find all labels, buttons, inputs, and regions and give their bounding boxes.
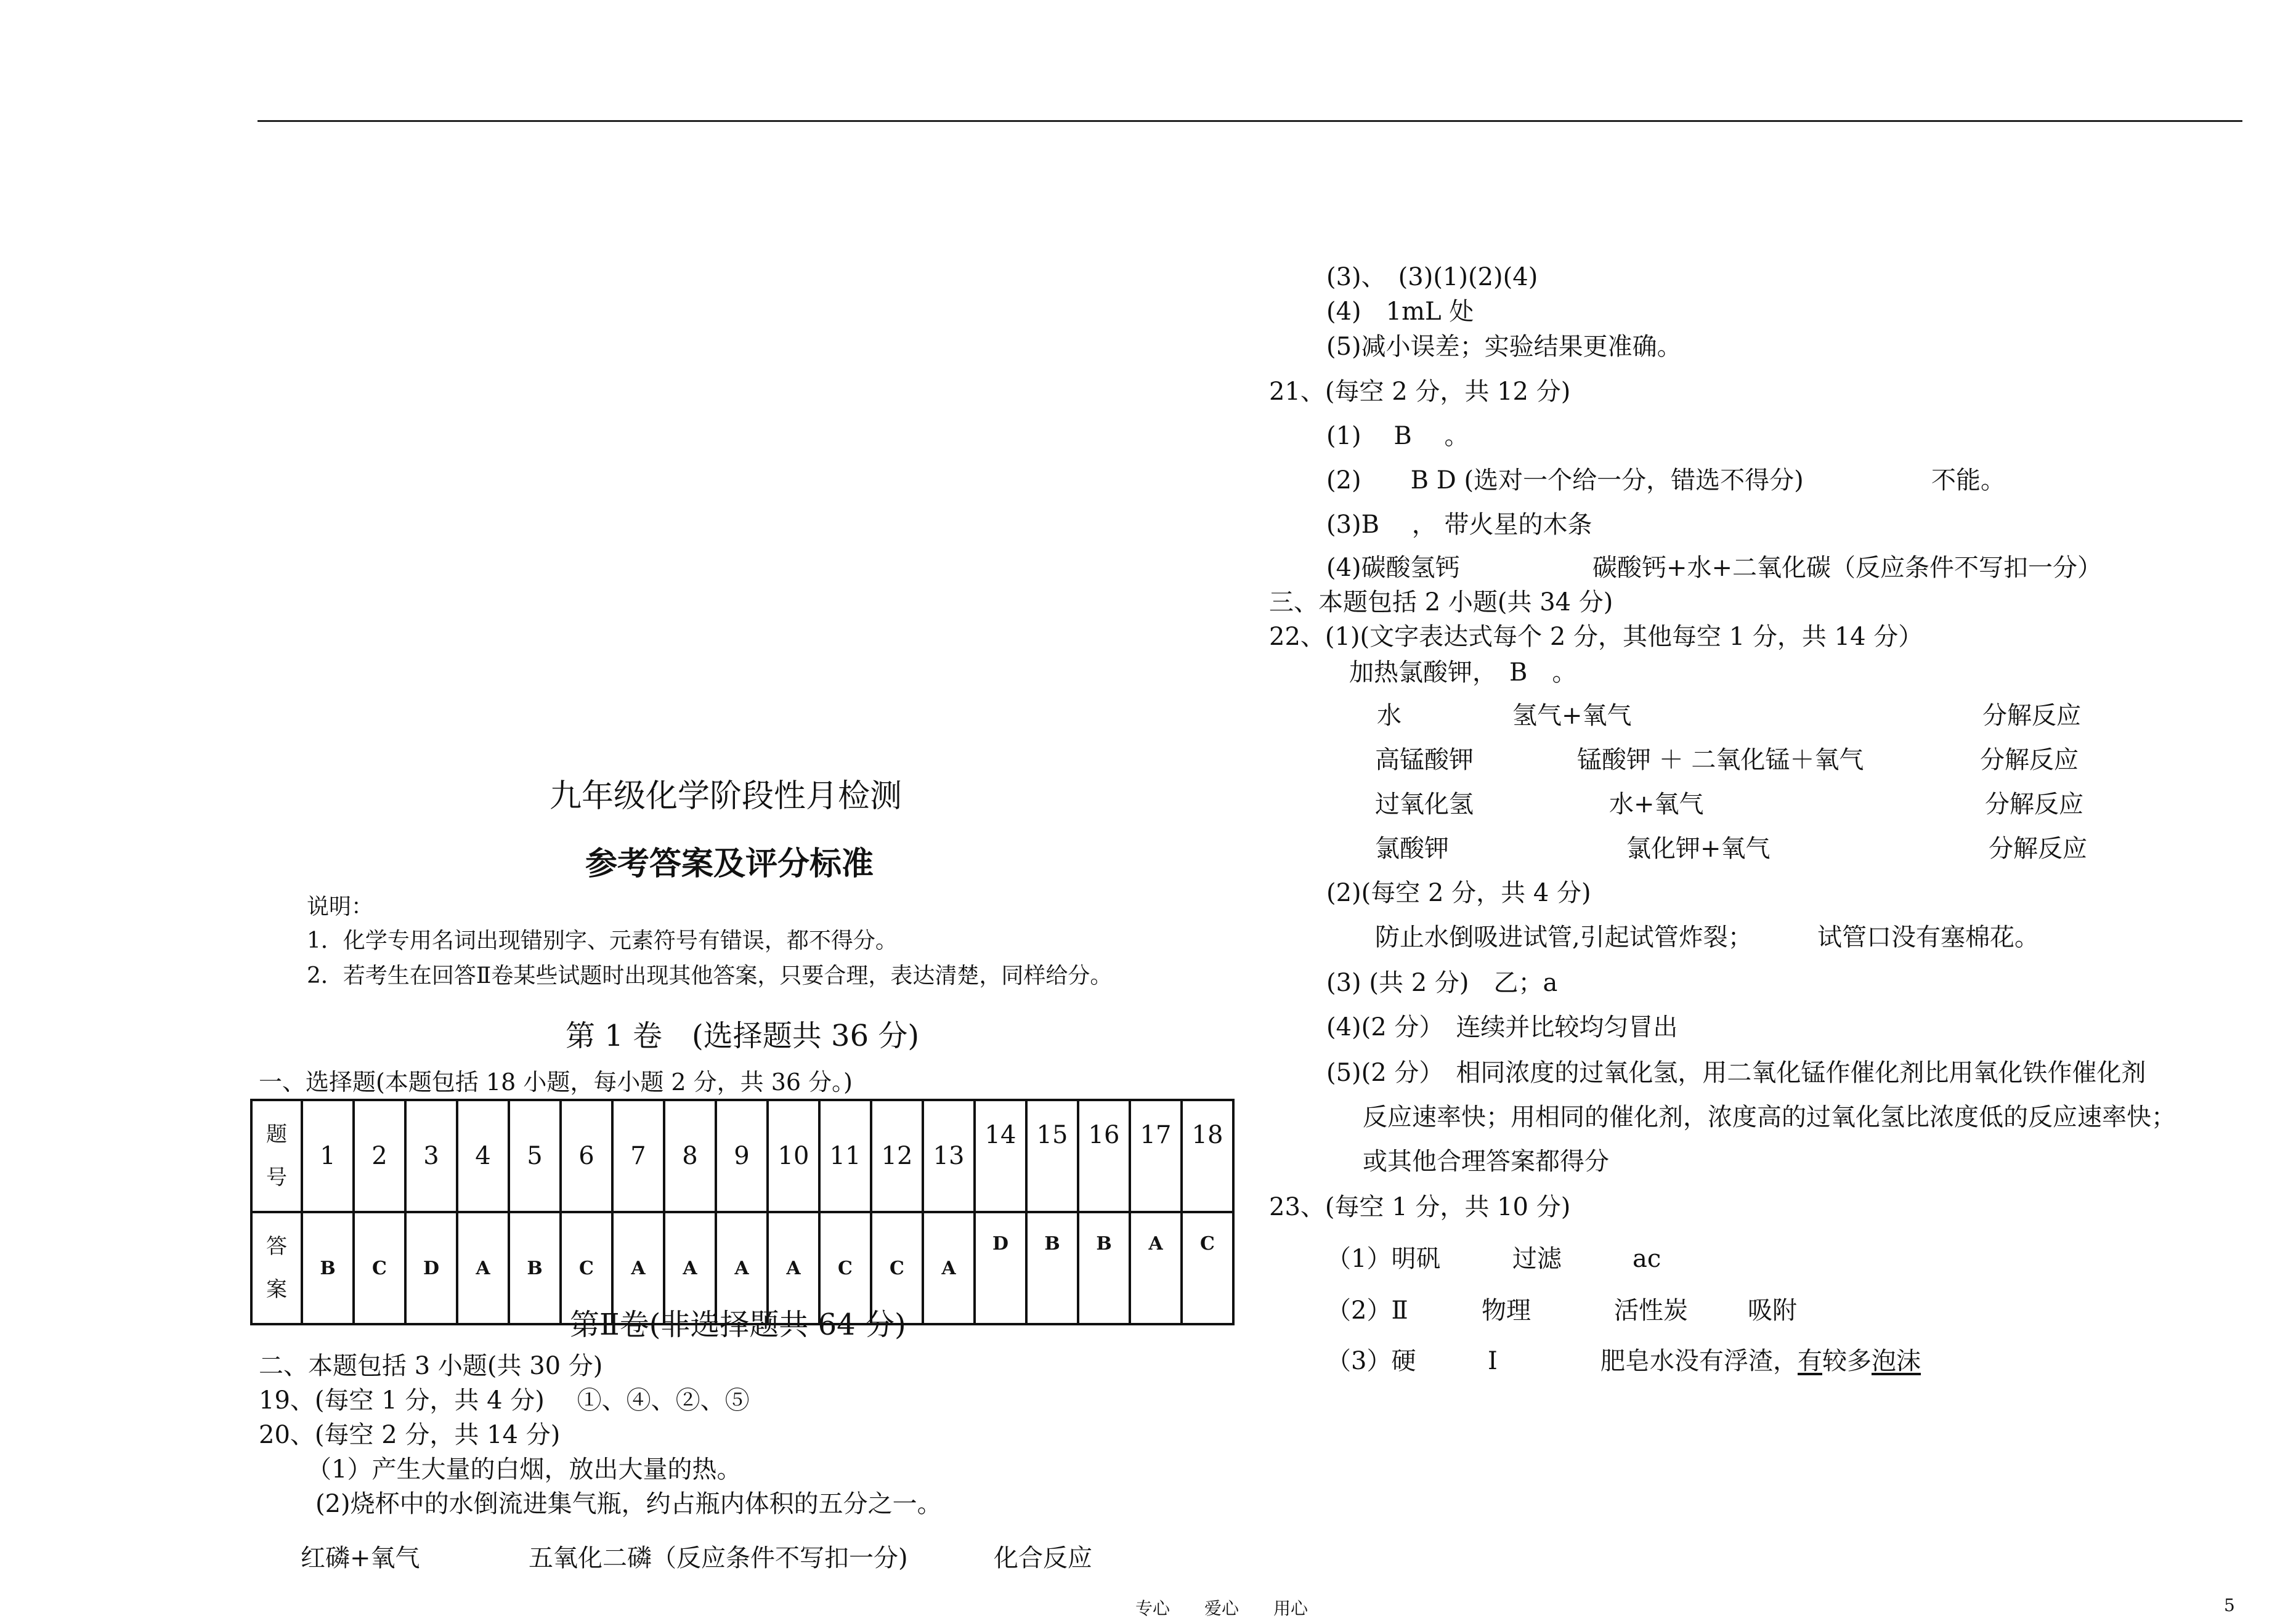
section-1-heading: 一、选择题(本题包括 18 小题，每小题 2 分，共 36 分。) xyxy=(259,1069,853,1096)
q23-answer-1b: 过滤 xyxy=(1512,1245,1562,1273)
q21-answer-2: (2) B D (选对一个给一分，错选不得分) xyxy=(1326,466,1804,495)
q22-part5-line-3: 或其他合理答案都得分 xyxy=(1363,1147,1609,1176)
q23-line: 23、(每空 1 分，共 10 分) xyxy=(1269,1193,1571,1221)
q22-eq3-type: 分解反应 xyxy=(1985,790,2083,819)
number-cell: 18 xyxy=(1182,1100,1233,1212)
answer-cell: B xyxy=(1026,1212,1078,1324)
q22-eq2-reactant: 高锰酸钾 xyxy=(1375,746,1474,774)
q21-answer-4a: (4)碳酸氢钙 xyxy=(1326,554,1460,582)
q20-answer-4: (4) 1mL 处 xyxy=(1326,297,1474,326)
q20-answer-1: （1）产生大量的白烟，放出大量的热。 xyxy=(307,1455,742,1484)
q23-answer-3a: （3）硬 xyxy=(1326,1347,1416,1375)
q22-eq4-product: 氯化钾+氧气 xyxy=(1626,835,1771,863)
page-number: 5 xyxy=(2224,1595,2235,1615)
number-cell: 8 xyxy=(664,1100,716,1212)
q21-answer-4b: 碳酸钙+水+二氧化碳（反应条件不写扣一分） xyxy=(1592,554,2103,582)
q23-answer-3c: 肥皂水没有浮渣， xyxy=(1600,1347,1798,1375)
number-cell: 7 xyxy=(612,1100,664,1212)
q22-eq3-product: 水+氧气 xyxy=(1609,790,1704,819)
answer-cell: D xyxy=(975,1212,1026,1324)
answer-cell: C xyxy=(871,1212,923,1324)
q21-line: 21、(每空 2 分，共 12 分) xyxy=(1269,378,1571,406)
q23-answer-2b: 物理 xyxy=(1482,1296,1531,1325)
q23-answer-1c: ac xyxy=(1633,1245,1661,1273)
q22-part2-answer-a: 防止水倒吸进试管,引起试管炸裂； xyxy=(1375,923,1753,952)
answer-cell: A xyxy=(457,1212,509,1324)
header-rule xyxy=(258,120,2242,122)
q22-part4-line: (4)(2 分） 连续并比较均匀冒出 xyxy=(1326,1013,1678,1041)
doc-title: 九年级化学阶段性月检测 xyxy=(550,778,903,815)
q23-answer-3d: 有 xyxy=(1798,1347,1822,1375)
number-cell: 2 xyxy=(354,1100,405,1212)
q23-answer-3e: 较多 xyxy=(1822,1347,1872,1375)
number-cell: 4 xyxy=(457,1100,509,1212)
q22-line: 22、(1)(文字表达式每个 2 分，其他每空 1 分，共 14 分） xyxy=(1269,623,1923,651)
answer-cell: A xyxy=(768,1212,819,1324)
number-cell: 9 xyxy=(716,1100,768,1212)
number-cell: 3 xyxy=(405,1100,457,1212)
q22-eq1-reactant: 水 xyxy=(1377,701,1402,730)
q22-eq1-type: 分解反应 xyxy=(1982,701,2081,730)
answer-cell: A xyxy=(1130,1212,1182,1324)
header-cell-answer: 答 案 xyxy=(251,1212,302,1324)
q22-eq4-type: 分解反应 xyxy=(1989,835,2087,863)
q23-answer-3f: 泡沫 xyxy=(1872,1347,1921,1375)
answer-cell: B xyxy=(1078,1212,1130,1324)
number-cell: 11 xyxy=(819,1100,871,1212)
q23-answer-1a: （1）明矾 xyxy=(1326,1245,1441,1273)
q20-equation-products: 五氧化二磷（反应条件不写扣一分) xyxy=(529,1544,908,1572)
q23-answer-2c: 活性炭 xyxy=(1614,1296,1688,1325)
answer-cell: A xyxy=(923,1212,975,1324)
q22-part2-line: (2)(每空 2 分，共 4 分) xyxy=(1326,879,1591,907)
answer-cell: A xyxy=(612,1212,664,1324)
answer-cell: A xyxy=(716,1212,768,1324)
q22-eq2-type: 分解反应 xyxy=(1980,746,2079,774)
q21-answer-1: (1) B 。 xyxy=(1326,422,1469,450)
answer-cell: D xyxy=(405,1212,457,1324)
volume-1-heading: 第 1 卷 (选择题共 36 分) xyxy=(566,1019,920,1053)
answer-table xyxy=(250,1099,1235,1325)
number-cell: 13 xyxy=(923,1100,975,1212)
section-3-heading: 三、本题包括 2 小题(共 34 分) xyxy=(1269,588,1613,616)
q22-eq2-product: 锰酸钾 ＋ 二氧化锰＋氧气 xyxy=(1577,746,1864,774)
number-cell: 5 xyxy=(509,1100,561,1212)
q20-equation-reactants: 红磷+氧气 xyxy=(301,1544,420,1572)
q23-answer-3c-group xyxy=(1600,1349,1921,1373)
q23-answer-3b: Ⅰ xyxy=(1488,1347,1498,1375)
q20-equation-type: 化合反应 xyxy=(994,1544,1092,1572)
q22-eq1-product: 氢气+氧气 xyxy=(1512,701,1632,730)
q20-answer-5: (5)减小误差；实验结果更准确。 xyxy=(1326,333,1682,361)
q22-part3-line: (3) (共 2 分) 乙；a xyxy=(1326,969,1558,997)
answer-cell: B xyxy=(302,1212,354,1324)
q22-answer-a: 加热氯酸钾， B 。 xyxy=(1349,658,1577,687)
q22-part2-answer-b: 试管口没有塞棉花。 xyxy=(1817,923,2039,952)
number-cell: 16 xyxy=(1078,1100,1130,1212)
volume-2-heading: 第Ⅱ卷(非选择题共 64 分) xyxy=(570,1308,906,1342)
q19-line: 19、(每空 1 分，共 4 分) ①、④、②、⑤ xyxy=(259,1386,750,1415)
answer-cell: C xyxy=(1182,1212,1233,1324)
number-cell: 12 xyxy=(871,1100,923,1212)
note-head: 说明： xyxy=(307,894,374,920)
footer-motto: 专心 爱心 用心 xyxy=(1135,1598,1308,1619)
answer-cell: C xyxy=(819,1212,871,1324)
note-2: 2．若考生在回答Ⅱ卷某些试题时出现其他答案，只要合理，表达清楚，同样给分。 xyxy=(307,963,1113,988)
answer-cell: C xyxy=(354,1212,405,1324)
q23-answer-2a: （2）Ⅱ xyxy=(1326,1296,1408,1325)
number-cell: 1 xyxy=(302,1100,354,1212)
doc-subtitle: 参考答案及评分标准 xyxy=(585,845,874,883)
number-cell: 6 xyxy=(561,1100,612,1212)
answer-cell: C xyxy=(561,1212,612,1324)
header-cell-question: 题 号 xyxy=(251,1100,302,1212)
q20-answer-3: (3)、 (3)(1)(2)(4) xyxy=(1326,263,1538,291)
number-cell: 15 xyxy=(1026,1100,1078,1212)
q22-eq4-reactant: 氯酸钾 xyxy=(1375,835,1449,863)
q22-part5-line-2: 反应速率快；用相同的催化剂，浓度高的过氧化氢比浓度低的反应速率快； xyxy=(1363,1103,2176,1131)
q21-answer-2b: 不能。 xyxy=(1931,466,2005,495)
q22-eq3-reactant: 过氧化氢 xyxy=(1375,790,1474,819)
q22-part5-line-1: (5)(2 分） 相同浓度的过氧化氢，用二氧化锰作催化剂比用氧化铁作催化剂 xyxy=(1326,1059,2146,1087)
section-2-heading: 二、本题包括 3 小题(共 30 分) xyxy=(259,1352,603,1380)
answer-cell: B xyxy=(509,1212,561,1324)
q20-line: 20、(每空 2 分，共 14 分) xyxy=(259,1421,561,1449)
answer-cell: A xyxy=(664,1212,716,1324)
q23-answer-2d: 吸附 xyxy=(1748,1296,1797,1325)
q21-answer-3: (3)B ， 带火星的木条 xyxy=(1326,511,1592,539)
note-1: 1．化学专用名词出现错别字、元素符号有错误，都不得分。 xyxy=(307,928,898,953)
q20-answer-2: (2)烧杯中的水倒流进集气瓶，约占瓶内体积的五分之一。 xyxy=(315,1490,942,1518)
number-cell: 14 xyxy=(975,1100,1026,1212)
number-cell: 10 xyxy=(768,1100,819,1212)
table-row-numbers xyxy=(251,1100,1233,1212)
number-cell: 17 xyxy=(1130,1100,1182,1212)
